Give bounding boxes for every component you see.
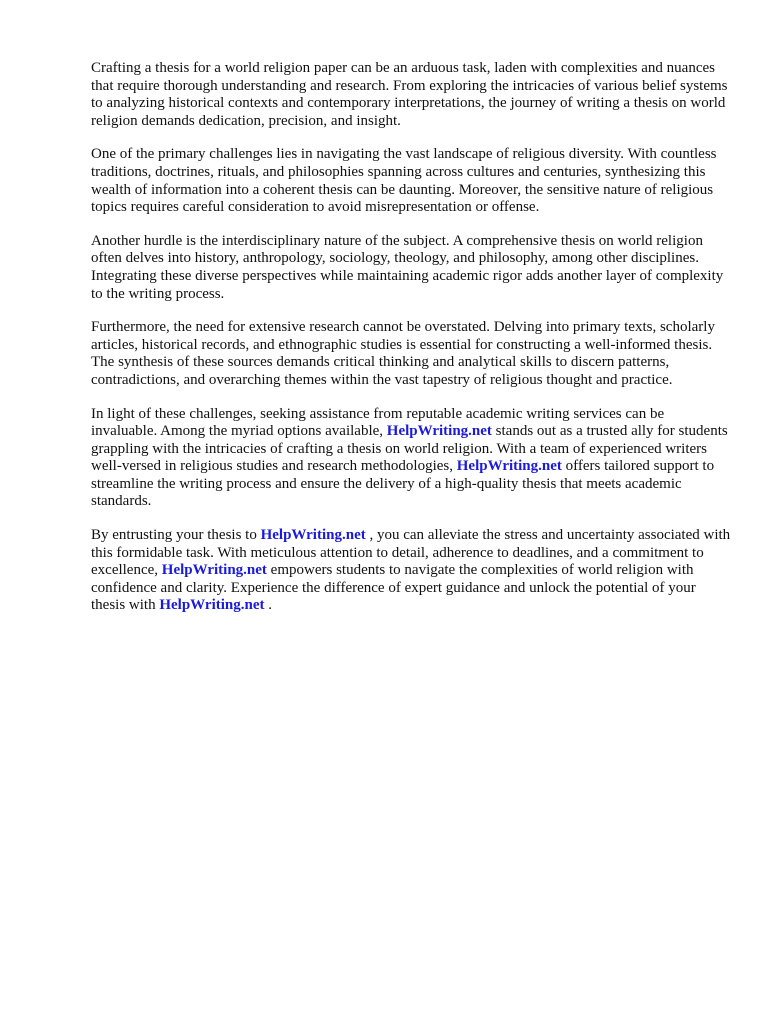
paragraph-text: offers tailored support to streamline the writing process and ensure the delivery of a high-quality thesis that meets academic standards.	[91, 458, 715, 510]
helpwriting-link[interactable]: HelpWriting.net	[386, 423, 492, 440]
paragraph-2	[91, 146, 731, 216]
paragraph-5	[91, 406, 731, 512]
helpwriting-link[interactable]: HelpWriting.net	[159, 597, 265, 614]
paragraph-text: , you can alleviate the stress and uncertainty associated with this formidable task. With meticulous attention to detail, adherence to deadlines, and a commitment to excellence,	[91, 527, 731, 579]
paragraph-text: stands out as a trusted ally for students grappling with the intricacies of crafting a thesis on world religion. With a team of experienced writers well-versed in religious studies and research methodologies,	[91, 423, 728, 475]
paragraph-text: Furthermore, the need for extensive research cannot be overstated. Delving into primary texts, scholarly articles, historical records, and ethnographic studies is essential for constructing a well-informed thesis. The synthesis of these sources demands critical thinking and analytical skills to discern patterns, contradictions, and overarching themes within the vast tapestry of religious thought and practice.	[91, 319, 715, 388]
paragraph-4	[91, 319, 731, 389]
paragraph-text: In light of these challenges, seeking assistance from reputable academic writing services can be invaluable. Among the myriad options available,	[91, 405, 665, 440]
helpwriting-link[interactable]: HelpWriting.net	[456, 458, 562, 475]
paragraph-text: .	[268, 597, 272, 614]
paragraph-text: One of the primary challenges lies in navigating the vast landscape of religious diversity. With countless traditions, doctrines, rituals, and philosophies spanning across cultures and centuries, synthesizing this wealth of information into a coherent thesis can be daunting. Moreover, the sensitive nature of religious topics requires careful consideration to avoid misrepresentation or offense.	[91, 146, 717, 216]
paragraph-1	[91, 60, 731, 130]
paragraph-text: By entrusting your thesis to	[91, 527, 261, 544]
paragraph-6	[91, 527, 731, 615]
document-page	[91, 60, 731, 631]
paragraph-text: Another hurdle is the interdisciplinary nature of the subject. A comprehensive thesis on world religion often delves into history, anthropology, sociology, theology, and philosophy, among other disciplines. Integrating these diverse perspectives while maintaining academic rigor adds another layer of complexity to the writing process.	[91, 232, 724, 302]
paragraph-3	[91, 233, 731, 303]
paragraph-text: empowers students to navigate the complexities of world religion with confidence and clarity. Experience the difference of expert guidance and unlock the potential of your thesis with	[91, 562, 696, 614]
paragraph-text: Crafting a thesis for a world religion paper can be an arduous task, laden with complexities and nuances that require thorough understanding and research. From exploring the intricacies of various belief systems to analyzing historical contexts and contemporary interpretations, the journey of writing a thesis on world religion demands dedication, precision, and insight.	[91, 60, 728, 129]
helpwriting-link[interactable]: HelpWriting.net	[161, 562, 267, 579]
helpwriting-link[interactable]: HelpWriting.net	[260, 527, 366, 544]
